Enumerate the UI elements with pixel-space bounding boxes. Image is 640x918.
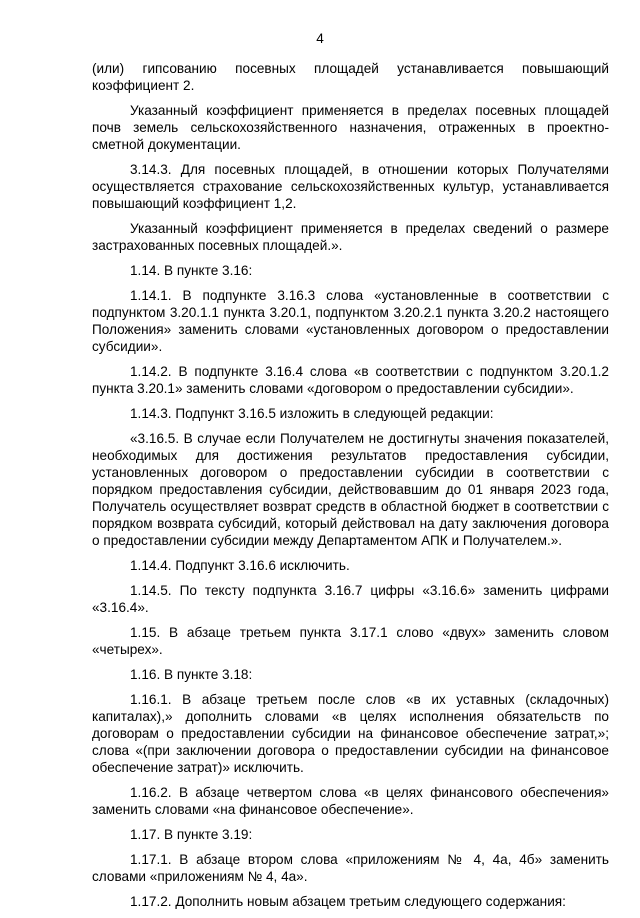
paragraph: 1.14.4. Подпункт 3.16.6 исключить. — [130, 558, 350, 573]
paragraph: 1.15. В абзаце третьем пункта 3.17.1 слово «двух» заменить словом «четырех». — [92, 625, 609, 657]
document-body — [92, 60, 609, 918]
paragraph: Указанный коэффициент применяется в пределах сведений о размере застрахованных посевных площадей.». — [92, 221, 609, 253]
paragraph: 1.14. В пункте 3.16: — [130, 263, 253, 278]
paragraph: 1.17.1. В абзаце втором слова «приложениям № 4, 4а, 4б» заменить словами «приложениям № 4, 4а». — [92, 852, 609, 884]
paragraph: 1.14.5. По тексту подпункта 3.16.7 цифры «3.16.6» заменить цифрами «3.16.4». — [92, 583, 609, 615]
paragraph: 1.14.3. Подпункт 3.16.5 изложить в следующей редакции: — [130, 406, 494, 421]
paragraph: (или) гипсованию посевных площадей устанавливается повышающий коэффициент 2. — [92, 61, 609, 93]
paragraph: 1.17.2. Дополнить новым абзацем третьим следующего содержания: — [130, 894, 566, 909]
paragraph: 1.16.2. В абзаце четвертом слова «в целях финансового обеспечения» заменить словами «на финансовое обеспечение». — [92, 785, 609, 817]
paragraph: 3.14.3. Для посевных площадей, в отношении которых Получателями осуществляется страхование сельскохозяйственных культур, устанавливается повышающий коэффициент 1,2. — [92, 162, 609, 211]
page-number: 4 — [316, 31, 324, 46]
paragraph: 1.16.1. В абзаце третьем после слов «в их уставных (складочных) капиталах),» дополнить словами «в целях исполнения обязательств по договорам о предоставлении субсидии на финансовое обеспечение затрат,»; слова «(при заключении договора о предоставлении субсидии на финансовое обеспечение затрат)» исключить. — [92, 692, 609, 775]
paragraph: Указанный коэффициент применяется в пределах посевных площадей почв земель сельскохозяйственного назначения, отраженных в проектно-сметной документации. — [92, 103, 609, 152]
paragraph: 1.14.1. В подпункте 3.16.3 слова «установленные в соответствии с подпунктом 3.20.1.1 пункта 3.20.1, подпунктом 3.20.2.1 пункта 3.20.2 настоящего Положения» заменить словами «установленных договором о предоставлении субсидии». — [92, 288, 609, 354]
paragraph: 1.14.2. В подпункте 3.16.4 слова «в соответствии с подпунктом 3.20.1.2 пункта 3.20.1» заменить словами «договором о предоставлении субсидии». — [92, 364, 609, 396]
paragraph: 1.17. В пункте 3.19: — [130, 827, 253, 842]
paragraph: «3.16.5. В случае если Получателем не достигнуты значения показателей, необходимых для достижения результатов предоставления субсидии, установленных договором о предоставлении субсидии в соответствии с порядком предоставления субсидии, действовавшим до 01 января 2023 года, Получатель осуществляет возврат средств в областной бюджет в соответствии с порядком возврата субсидий, который действовал на дату заключения договора о предоставлении субсидии между Департаментом АПК и Получателем.». — [92, 431, 609, 548]
paragraph: 1.16. В пункте 3.18: — [130, 667, 253, 682]
